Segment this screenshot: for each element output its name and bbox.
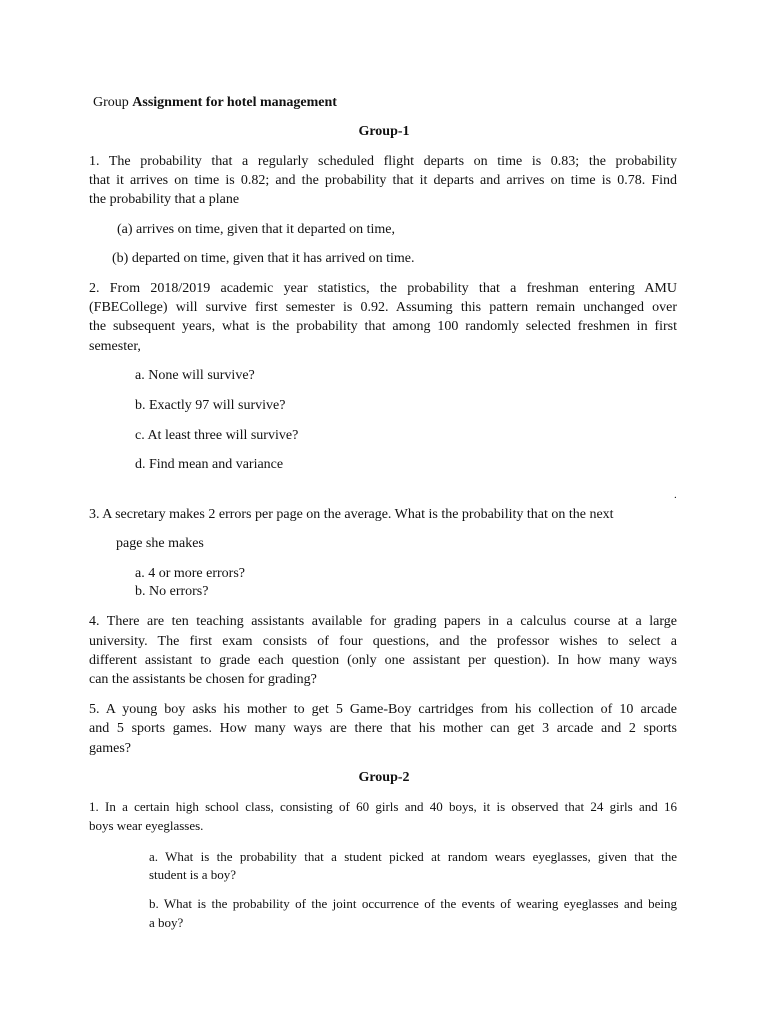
g1-q1-option-a: (a) arrives on time, given that it departed on time, <box>117 222 395 237</box>
g1-q1-line3: the probability that a plane <box>89 192 240 207</box>
g1-q1-line2: that it arrives on time is 0.82; and the probability that it departs and arrives on time is 0.78. Find <box>89 173 677 188</box>
title-prefix: Group <box>93 95 133 110</box>
g1-q2-line4: semester, <box>89 339 141 354</box>
g1-q2-option-d: d. Find mean and variance <box>135 457 284 472</box>
g1-q3-option-a: a. 4 or more errors? <box>135 566 246 581</box>
g1-q3-line1: 3. A secretary makes 2 errors per page on the average. What is the probability that on the next <box>89 507 614 522</box>
g1-q4-line3: different assistant to grade each question (only one assistant per question). In how many ways <box>89 653 677 668</box>
g1-q1-option-b: (b) departed on time, given that it has arrived on time. <box>112 251 415 266</box>
g2-q1-option-a-line1: a. What is the probability that a student picked at random wears eyeglasses, given that the <box>149 849 677 864</box>
g1-q2-line3: the subsequent years, what is the probability that among 100 randomly selected freshmen in first <box>89 319 677 334</box>
g1-q2-line2: (FBECollege) will survive first semester is 0.92. Assuming this pattern remain unchanged over <box>89 300 677 315</box>
document-title <box>93 94 337 112</box>
g1-q5-line3: games? <box>89 741 131 756</box>
g1-q5-line1: 5. A young boy asks his mother to get 5 Game-Boy cartridges from his collection of 10 arcade <box>89 702 677 717</box>
g1-q2-option-c: c. At least three will survive? <box>135 428 299 443</box>
g1-q2-line1: 2. From 2018/2019 academic year statistics, the probability that a freshman entering AMU <box>89 281 677 296</box>
g2-q1-option-b-line2: a boy? <box>149 915 184 930</box>
g2-q1-option-b-line1: b. What is the probability of the joint occurrence of the events of wearing eyeglasses and being <box>149 896 677 911</box>
g2-q1-line2: boys wear eyeglasses. <box>89 818 204 833</box>
g2-q1-option-a-line2: student is a boy? <box>149 867 237 882</box>
g1-q2-option-a: a. None will survive? <box>135 368 255 383</box>
group-2-heading: Group-2 <box>358 770 410 785</box>
g1-q3-line2: page she makes <box>116 536 204 551</box>
g1-q2-option-b: b. Exactly 97 will survive? <box>135 398 286 413</box>
g1-q4-line4: can the assistants be chosen for grading? <box>89 672 317 687</box>
group-1-heading: Group-1 <box>358 124 410 139</box>
g1-q1-line1: 1. The probability that a regularly scheduled flight departs on time is 0.83; the probability <box>89 154 677 169</box>
g2-q1-line1: 1. In a certain high school class, consisting of 60 girls and 40 boys, it is observed that 24 girls and 16 <box>89 799 677 814</box>
g1-q4-line2: university. The first exam consists of four questions, and the professor wishes to select a <box>89 634 677 649</box>
g1-q3-option-b: b. No errors? <box>135 584 209 599</box>
stray-dot: . <box>674 489 677 501</box>
g1-q5-line2: and 5 sports games. How many ways are there that his mother can get 3 arcade and 2 sports <box>89 721 677 736</box>
title-main: Assignment for hotel management <box>132 95 337 110</box>
g1-q4-line1: 4. There are ten teaching assistants available for grading papers in a calculus course at a large <box>89 614 677 629</box>
